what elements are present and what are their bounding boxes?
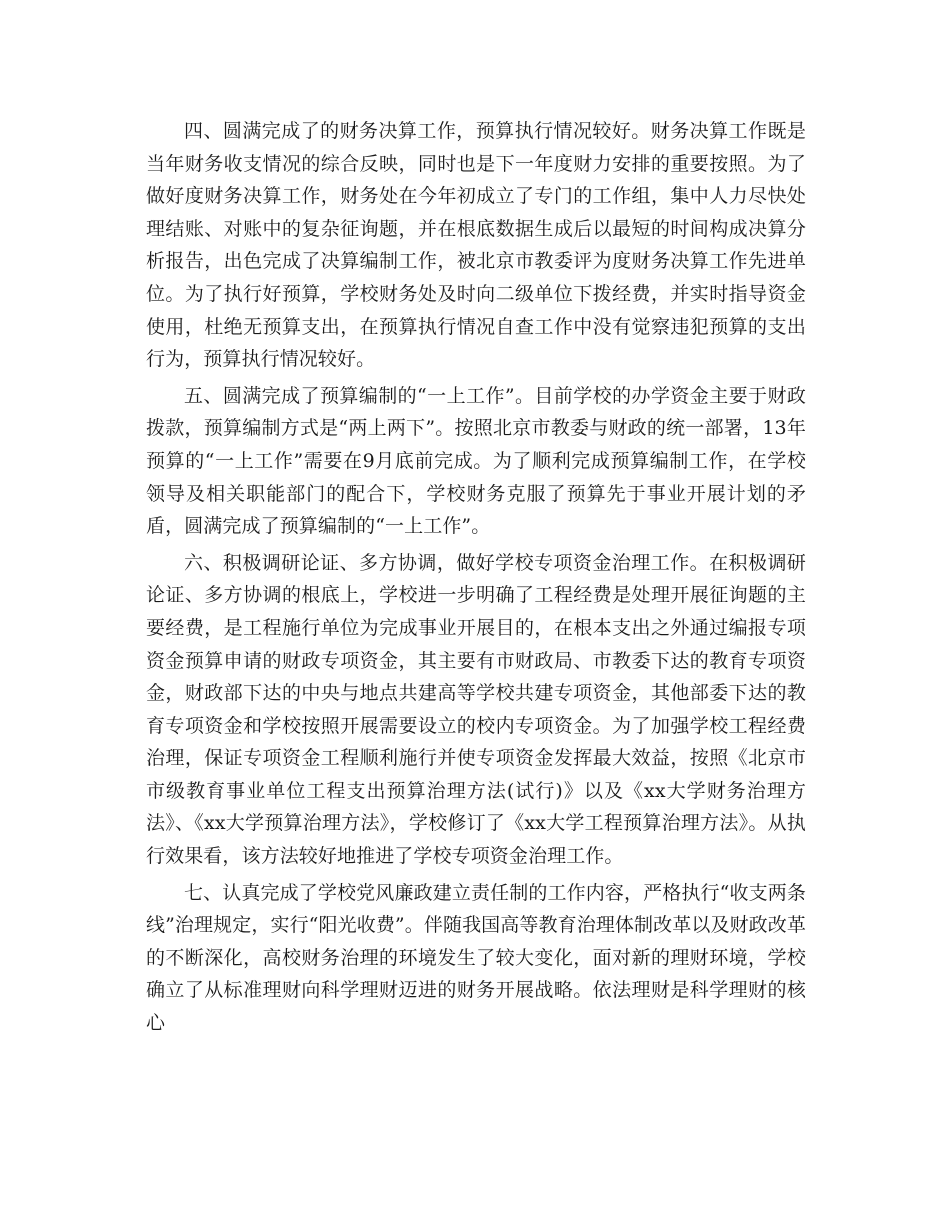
paragraph-budget-preparation: 五、圆满完成了预算编制的“一上工作”。目前学校的办学资金主要于财政拨款，预算编制方式是“两上两下”。按照北京市教委与财政的统一部署，13年预算的“一上工作”需要在9月底前完成。为了顺利完成预算编制工作，在学校领导及相关职能部门的配合下，学校财务克服了预算先于事业开展计划的矛盾，圆满完成了预算编制的“一上工作”。 bbox=[146, 384, 806, 538]
document-body bbox=[146, 115, 806, 1044]
paragraph-financial-settlement: 四、圆满完成了的财务决算工作，预算执行情况较好。财务决算工作既是当年财务收支情况的综合反映，同时也是下一年度财力安排的重要按照。为了做好度财务决算工作，财务处在今年初成立了专门的工作组，集中人力尽快处理结账、对账中的复杂征询题，并在根底数据生成后以最短的时间构成决算分析报告，出色完成了决算编制工作，被北京市教委评为度财务决算工作先进单位。为了执行好预算，学校财务处及时向二级单位下拨经费，并实时指导资金使用，杜绝无预算支出，在预算执行情况自查工作中没有觉察违犯预算的支出行为，预算执行情况较好。 bbox=[146, 120, 806, 371]
paragraph-special-funds: 六、积极调研论证、多方协调，做好学校专项资金治理工作。在积极调研论证、多方协调的根底上，学校进一步明确了工程经费是处理开展征询题的主要经费，是工程施行单位为完成事业开展目的，在根本支出之外通过编报专项资金预算申请的财政专项资金，其主要有市财政局、市教委下达的教育专项资金，财政部下达的中央与地点共建高等学校共建专项资金，其他部委下达的教育专项资金和学校按照开展需要设立的校内专项资金。为了加强学校工程经费治理，保证专项资金工程顺利施行并使专项资金发挥最大效益，按照《北京市市级教育事业单位工程支出预算治理方法(试行)》以及《xx大学财务治理方法》、《xx大学预算治理方法》，学校修订了《xx大学工程预算治理方法》。从执行效果看，该方法较好地推进了学校专项资金治理工作。 bbox=[146, 551, 806, 868]
paragraph-integrity-responsibility: 七、认真完成了学校党风廉政建立责任制的工作内容，严格执行“收支两条线”治理规定，实行“阳光收费”。伴随我国高等教育治理体制改革以及财政改革的不断深化，高校财务治理的环境发生了较大变化，面对新的理财环境，学校确立了从标准理财向科学理财迈进的财务开展战略。依法理财是科学理财的核心 bbox=[146, 881, 806, 1035]
